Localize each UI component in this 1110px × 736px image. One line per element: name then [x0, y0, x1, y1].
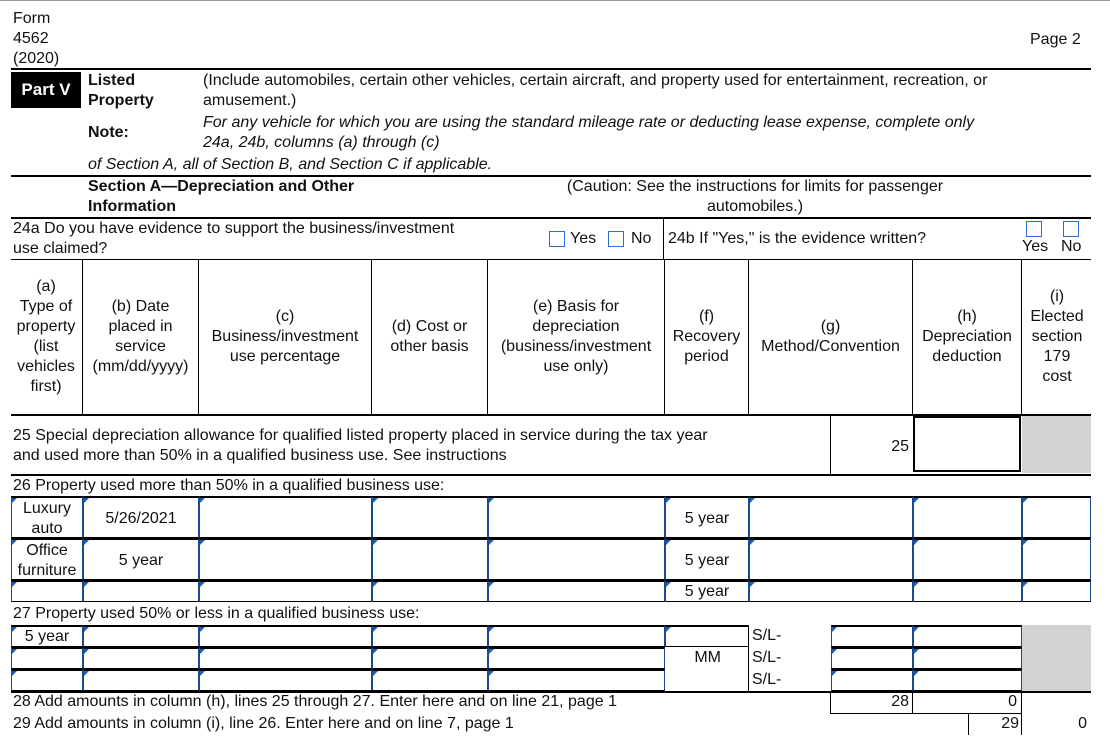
col-d-header: (d) Cost or other basis	[390, 318, 469, 355]
q24b-yes-checkbox[interactable]	[1026, 221, 1042, 237]
line28-amount-field[interactable]	[913, 692, 1022, 713]
line28-amount-value: 0	[1008, 693, 1017, 710]
line27-row1-cost-field[interactable]	[372, 625, 488, 647]
part-title-line1: Listed	[88, 72, 136, 89]
line27-row1-type-field[interactable]	[11, 625, 83, 647]
line27-row2-business-use-field[interactable]	[199, 647, 372, 669]
line26-row1-recovery-field[interactable]	[665, 496, 749, 538]
line27-row1-depreciation-field[interactable]	[913, 625, 1022, 647]
line26-row1-type-line2: auto	[31, 520, 63, 537]
line27-shaded-cell	[1022, 625, 1091, 691]
line27-row2-cost-field[interactable]	[372, 647, 488, 669]
page-number: Page 2	[1030, 31, 1081, 48]
line26-row2-method-field[interactable]	[749, 538, 913, 580]
line27-label: 27 Property used 50% or less in a qualified business use:	[13, 605, 420, 622]
part-description-line2: amusement.)	[203, 92, 297, 109]
line26-row3-cost-field[interactable]	[372, 580, 488, 602]
q24-divider	[663, 219, 664, 259]
q24b-text: 24b If "Yes," is the evidence written?	[668, 230, 927, 247]
section-a-title-line1: Section A—Depreciation and Other	[88, 178, 355, 195]
line26-row3-recovery-field[interactable]	[665, 580, 749, 602]
col-h-header: (h) Depreciation deduction	[922, 308, 1012, 365]
line27-row1-convention-field[interactable]	[831, 625, 913, 647]
line27-row2-basis-field[interactable]	[488, 647, 665, 669]
caution-line2: automobiles.)	[706, 198, 804, 215]
form-year: (2020)	[13, 50, 60, 67]
column-header-top-rule	[11, 259, 1091, 260]
line26-row2-basis-field[interactable]	[488, 538, 665, 580]
q24b-no-checkbox[interactable]	[1063, 221, 1079, 237]
col-b-header: (b) Date placed in service (mm/dd/yyyy)	[92, 298, 189, 375]
line26-row2-business-use-field[interactable]	[199, 538, 372, 580]
part-title-line2: Property	[88, 92, 154, 109]
line28-number: 28	[891, 693, 909, 710]
line27-row1-type-value: 5 year	[24, 628, 70, 645]
line27-row3-type-field[interactable]	[11, 669, 83, 691]
line26-row2-type-line1: Office	[26, 542, 68, 559]
line26-row2-type-line2: furniture	[17, 562, 77, 579]
line27-row2-depreciation-field[interactable]	[913, 647, 1022, 669]
line26-row2-type-field[interactable]	[11, 538, 83, 580]
caution-line1: (Caution: See the instructions for limits for passenger	[566, 178, 944, 195]
line26-row1-depreciation-field[interactable]	[913, 496, 1022, 538]
line28-number-box	[830, 692, 913, 713]
line27-row2-method-label: S/L-	[752, 649, 782, 666]
line27-row1-date-field[interactable]	[83, 625, 199, 647]
q24a-line2: use claimed?	[13, 240, 108, 257]
line26-row3-recovery-value: 5 year	[684, 583, 730, 600]
part-top-rule	[11, 68, 1091, 70]
line26-row3-date-field[interactable]	[83, 580, 199, 602]
section-a-title-line2: Information	[88, 198, 176, 215]
line25-shaded-cell	[1022, 416, 1091, 473]
q24a-no-label: No	[631, 230, 652, 247]
line26-row3-basis-field[interactable]	[488, 580, 665, 602]
q24b-yes-label: Yes	[1022, 238, 1049, 255]
line27-method-divider	[748, 625, 749, 691]
col-f-header: (f) Recovery period	[672, 308, 741, 365]
line25-amount-field[interactable]	[913, 416, 1021, 472]
q24a-no-checkbox[interactable]	[608, 231, 624, 247]
line26-row3-type-field[interactable]	[11, 580, 83, 602]
line26-row3-method-field[interactable]	[749, 580, 913, 602]
line27-row2-mm-label: MM	[694, 649, 721, 666]
line26-row2-cost-field[interactable]	[372, 538, 488, 580]
line27-row1-basis-field[interactable]	[488, 625, 665, 647]
line29-text: 29 Add amounts in column (i), line 26. Enter here and on line 7, page 1	[13, 715, 514, 732]
part-badge: Part V	[11, 72, 81, 108]
line26-row1-cost-field[interactable]	[372, 496, 488, 538]
col-e-header: (e) Basis for depreciation (business/investment use only)	[500, 298, 652, 375]
line29-number-box	[968, 714, 1022, 735]
q24a-yes-checkbox[interactable]	[549, 231, 565, 247]
line26-row2-recovery-field[interactable]	[665, 538, 749, 580]
form-label: Form	[13, 10, 51, 27]
line27-row3-depreciation-field[interactable]	[913, 669, 1022, 691]
line29-amount-field[interactable]	[1022, 714, 1091, 735]
line27-row3-method-label: S/L-	[752, 671, 782, 688]
col-c-header: (c) Business/investment use percentage	[211, 308, 359, 365]
line26-row2-date-field[interactable]	[83, 538, 199, 580]
line26-row3-depreciation-field[interactable]	[913, 580, 1022, 602]
line29-number: 29	[1001, 715, 1019, 732]
line27-row2-type-field[interactable]	[11, 647, 83, 669]
line26-row2-depreciation-field[interactable]	[913, 538, 1022, 580]
line27-row3-convention-field[interactable]	[831, 669, 913, 691]
line26-row1-type-line1: Luxury	[22, 500, 72, 517]
col-a-header: (a) Type of property (list vehicles first)	[16, 278, 76, 395]
line26-row1-basis-field[interactable]	[488, 496, 665, 538]
line26-row3-section179-field[interactable]	[1022, 580, 1091, 602]
line25-num-divider	[830, 415, 831, 474]
line26-row2-date-value: 5 year	[118, 552, 164, 569]
line27-row3-date-field[interactable]	[83, 669, 199, 691]
line27-row3-business-use-field[interactable]	[199, 669, 372, 691]
note-label: Note:	[88, 124, 129, 141]
q24a-line1: 24a Do you have evidence to support the business/investment	[13, 220, 455, 237]
col-g-header: (g) Method/Convention	[761, 318, 900, 355]
q24a-yes-label: Yes	[570, 230, 597, 247]
line25-text1: 25 Special depreciation allowance for qualified listed property placed in service during the tax year	[13, 427, 708, 444]
line26-row1-method-field[interactable]	[749, 496, 913, 538]
note-line2: 24a, 24b, columns (a) through (c)	[203, 134, 440, 151]
line26-row3-business-use-field[interactable]	[199, 580, 372, 602]
line27-row3-cost-field[interactable]	[372, 669, 488, 691]
line26-label: 26 Property used more than 50% in a qualified business use:	[13, 477, 445, 494]
top-rule	[0, 0, 1110, 1]
line29-amount-value: 0	[1078, 715, 1087, 732]
line26-row1-date-field[interactable]	[83, 496, 199, 538]
note-line3: of Section A, all of Section B, and Section C if applicable.	[88, 156, 493, 173]
line26-row1-date-value: 5/26/2021	[105, 510, 177, 527]
line26-row1-section179-field[interactable]	[1022, 496, 1091, 538]
line27-row1-business-use-field[interactable]	[199, 625, 372, 647]
form-number: 4562	[13, 30, 49, 47]
part-description-line1: (Include automobiles, certain other vehicles, certain aircraft, and property used for entertainment, recreation, or	[203, 72, 988, 89]
line28-text: 28 Add amounts in column (h), lines 25 through 27. Enter here and on line 21, page 1	[13, 693, 617, 710]
line27-row1-recovery-field[interactable]	[665, 625, 749, 647]
line27-row2-convention-field[interactable]	[831, 647, 913, 669]
line26-row2-section179-field[interactable]	[1022, 538, 1091, 580]
line26-row1-recovery-value: 5 year	[684, 510, 730, 527]
note-line1: For any vehicle for which you are using the standard mileage rate or deducting lease expense, complete only	[203, 114, 975, 131]
line26-row1-business-use-field[interactable]	[199, 496, 372, 538]
line27-row1-method-label: S/L-	[752, 627, 782, 644]
line27-row2-date-field[interactable]	[83, 647, 199, 669]
line25-text2: and used more than 50% in a qualified business use. See instructions	[13, 447, 507, 464]
line26-row2-recovery-value: 5 year	[684, 552, 730, 569]
q24b-no-label: No	[1061, 238, 1082, 255]
col-i-header: (i) Elected section 179 cost	[1030, 288, 1084, 385]
line25-number: 25	[891, 438, 909, 455]
line26-row1-type-field[interactable]	[11, 496, 83, 538]
line27-row3-basis-field[interactable]	[488, 669, 665, 691]
